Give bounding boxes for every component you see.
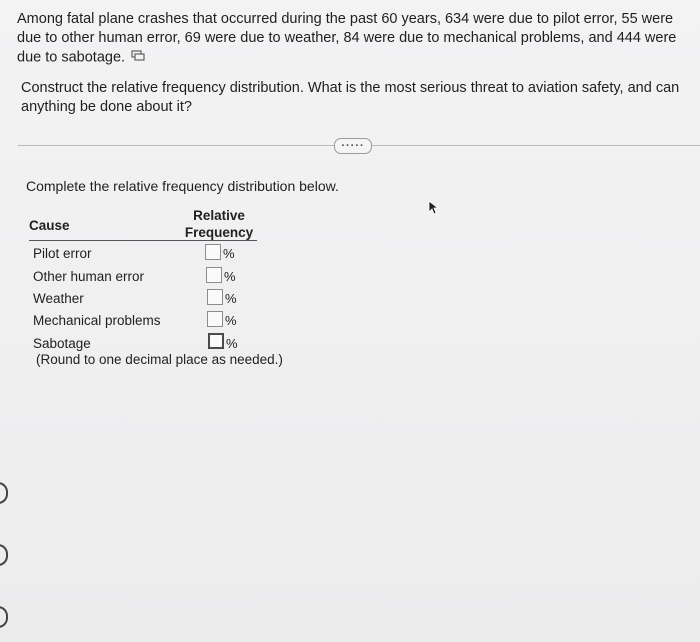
mouse-cursor-icon [428, 200, 440, 216]
answer-input-other-human-error[interactable] [206, 267, 222, 283]
row-label-other-human-error: Other human error [33, 269, 145, 284]
percent-sign: % [226, 336, 238, 351]
percent-sign: % [224, 269, 236, 284]
percent-sign: % [225, 291, 237, 306]
column-header-rel-line1: Relative [193, 208, 245, 223]
edge-bracket-icon [0, 482, 8, 504]
answer-input-pilot-error[interactable] [205, 244, 221, 260]
instruction-text: Complete the relative frequency distribution below. [26, 178, 339, 194]
problem-intro [17, 10, 697, 67]
table-header-rule [29, 240, 257, 241]
row-label-weather: Weather [33, 291, 84, 306]
edge-bracket-icon [0, 544, 8, 566]
answer-input-weather[interactable] [207, 289, 223, 305]
column-header-cause: Cause [29, 218, 70, 233]
percent-sign: % [225, 313, 237, 328]
row-label-sabotage: Sabotage [33, 336, 91, 351]
column-header-relative-frequency [180, 207, 258, 241]
percent-sign: % [223, 246, 235, 261]
edge-bracket-icon [0, 606, 8, 628]
rounding-note: (Round to one decimal place as needed.) [36, 352, 283, 367]
problem-intro-text: Among fatal plane crashes that occurred during the past 60 years, 634 were due to pilot error, 55 were due to other human error, 69 were due to weather, 84 were due to mechanical problems, and 444 were due to sabotage. [17, 11, 677, 66]
row-label-mechanical-problems: Mechanical problems [33, 313, 161, 328]
more-options-button[interactable]: ····· [334, 138, 372, 154]
problem-question: Construct the relative frequency distribution. What is the most serious threat to aviation safety, and can anything be done about it? [21, 80, 680, 115]
answer-input-sabotage[interactable] [208, 333, 224, 349]
copy-icon[interactable] [131, 48, 145, 67]
answer-input-mechanical-problems[interactable] [207, 311, 223, 327]
row-label-pilot-error: Pilot error [33, 246, 92, 261]
column-header-rel-line2: Frequency [184, 225, 254, 240]
